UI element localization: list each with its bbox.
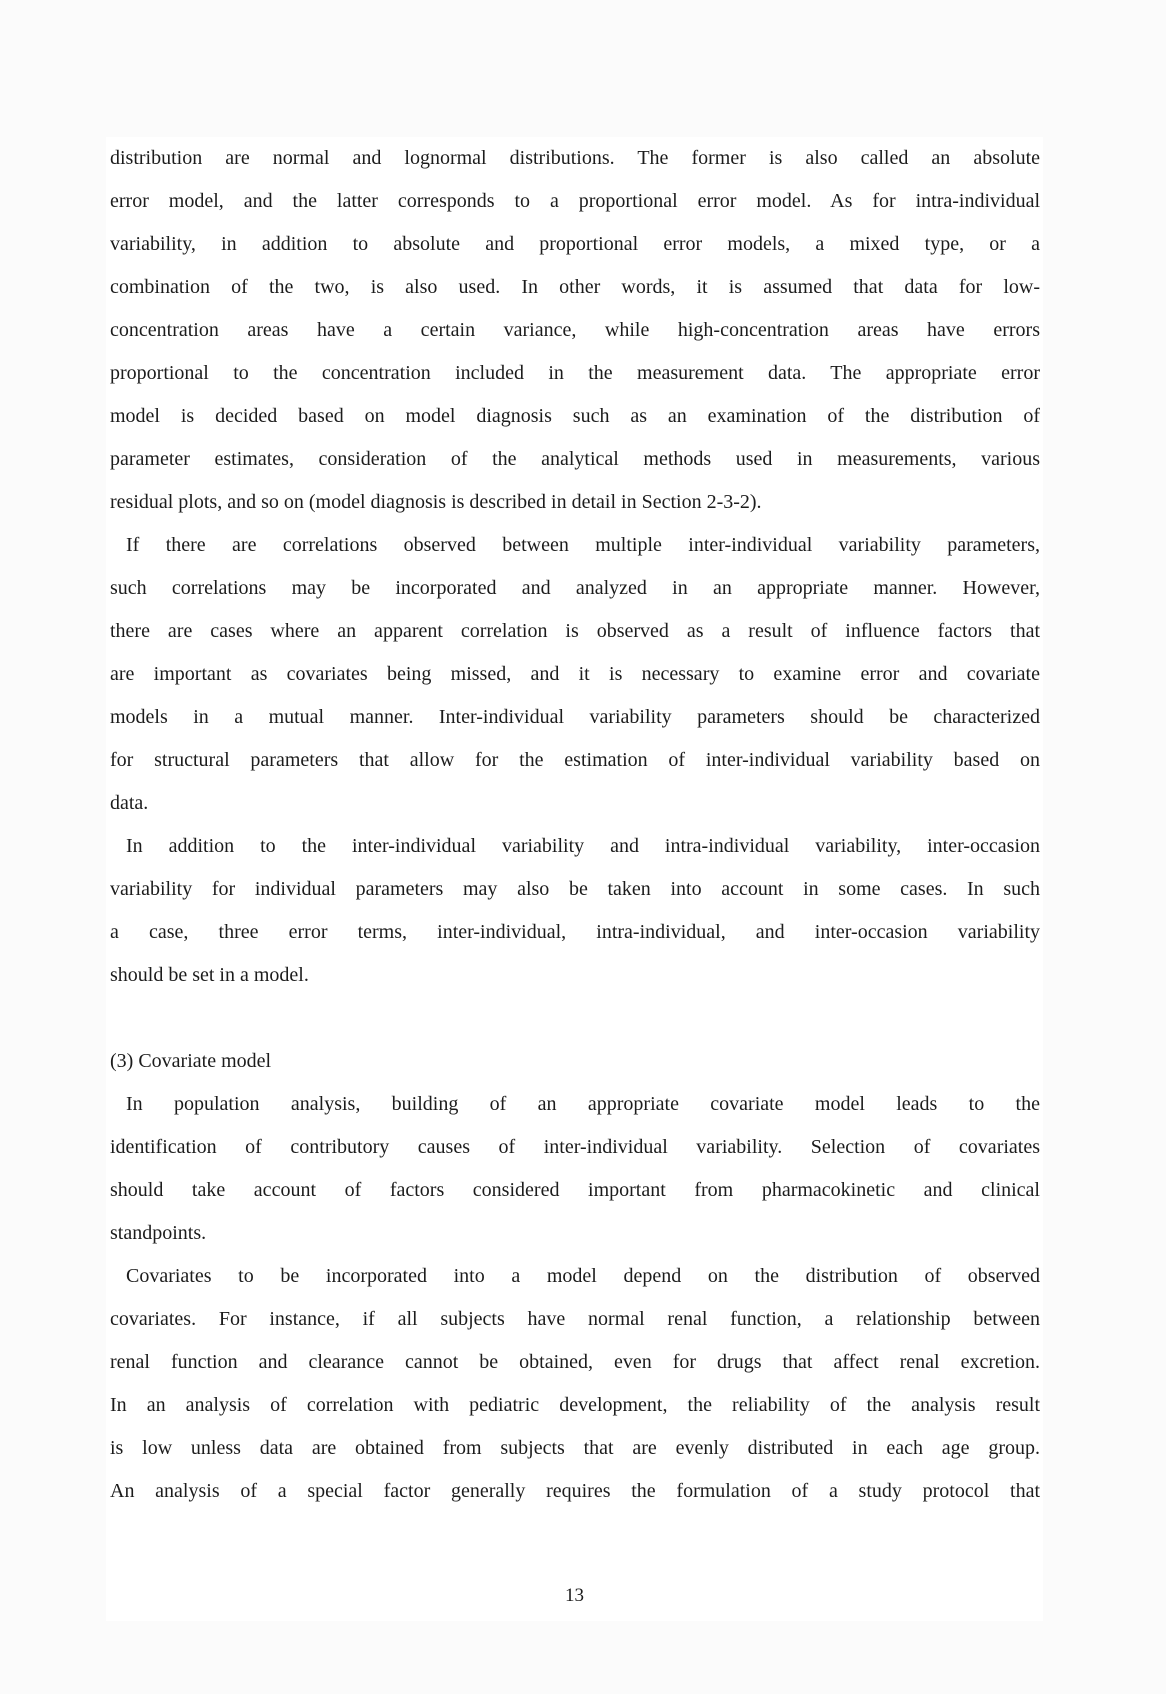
text-line: should be set in a model. <box>110 964 309 986</box>
text-line: proportional to the concentration included in the measurement data. The appropriate error <box>110 362 1040 384</box>
text-line: In population analysis, building of an appropriate covariate model leads to the <box>126 1093 1040 1115</box>
text-line: covariates. For instance, if all subjects have normal renal function, a relationship between <box>110 1308 1040 1330</box>
text-line: such correlations may be incorporated and analyzed in an appropriate manner. However, <box>110 577 1040 599</box>
page-number: 13 <box>565 1585 584 1606</box>
document-page <box>106 137 1043 1621</box>
text-line: model is decided based on model diagnosis such as an examination of the distribution of <box>110 405 1040 427</box>
text-line: concentration areas have a certain variance, while high-concentration areas have errors <box>110 319 1040 341</box>
paragraph-spacer <box>110 997 1040 1040</box>
text-line: are important as covariates being missed, and it is necessary to examine error and covariate <box>110 663 1040 685</box>
text-line: models in a mutual manner. Inter-individual variability parameters should be characterized <box>110 706 1040 728</box>
text-line: Covariates to be incorporated into a model depend on the distribution of observed <box>126 1265 1040 1287</box>
text-line: error model, and the latter corresponds to a proportional error model. As for intra-individual <box>110 190 1040 212</box>
text-block <box>110 137 1040 1513</box>
section-heading: (3) Covariate model <box>110 1050 272 1072</box>
text-line: combination of the two, is also used. In other words, it is assumed that data for low- <box>110 276 1040 298</box>
text-line: a case, three error terms, inter-individual, intra-individual, and inter-occasion variability <box>110 921 1040 943</box>
text-line: distribution are normal and lognormal distributions. The former is also called an absolute <box>110 147 1040 169</box>
text-line: standpoints. <box>110 1222 207 1244</box>
text-line: for structural parameters that allow for the estimation of inter-individual variability based on <box>110 749 1040 771</box>
text-line: is low unless data are obtained from subjects that are evenly distributed in each age group. <box>110 1437 1040 1459</box>
text-line: variability, in addition to absolute and proportional error models, a mixed type, or a <box>110 233 1040 255</box>
text-line: should take account of factors considered important from pharmacokinetic and clinical <box>110 1179 1040 1201</box>
text-line: In addition to the inter-individual variability and intra-individual variability, inter-occasion <box>126 835 1040 857</box>
text-line: data. <box>110 792 149 814</box>
text-line: If there are correlations observed between multiple inter-individual variability parameters, <box>126 534 1040 556</box>
text-line: renal function and clearance cannot be obtained, even for drugs that affect renal excretion. <box>110 1351 1040 1373</box>
text-line: An analysis of a special factor generally requires the formulation of a study protocol that <box>110 1480 1040 1502</box>
text-line: variability for individual parameters may also be taken into account in some cases. In such <box>110 878 1040 900</box>
text-line: parameter estimates, consideration of the analytical methods used in measurements, various <box>110 448 1040 470</box>
text-line: In an analysis of correlation with pediatric development, the reliability of the analysis result <box>110 1394 1040 1416</box>
text-line: residual plots, and so on (model diagnosis is described in detail in Section 2-3-2). <box>110 491 762 513</box>
text-line: there are cases where an apparent correlation is observed as a result of influence factors that <box>110 620 1040 642</box>
text-line: identification of contributory causes of inter-individual variability. Selection of covariates <box>110 1136 1040 1158</box>
